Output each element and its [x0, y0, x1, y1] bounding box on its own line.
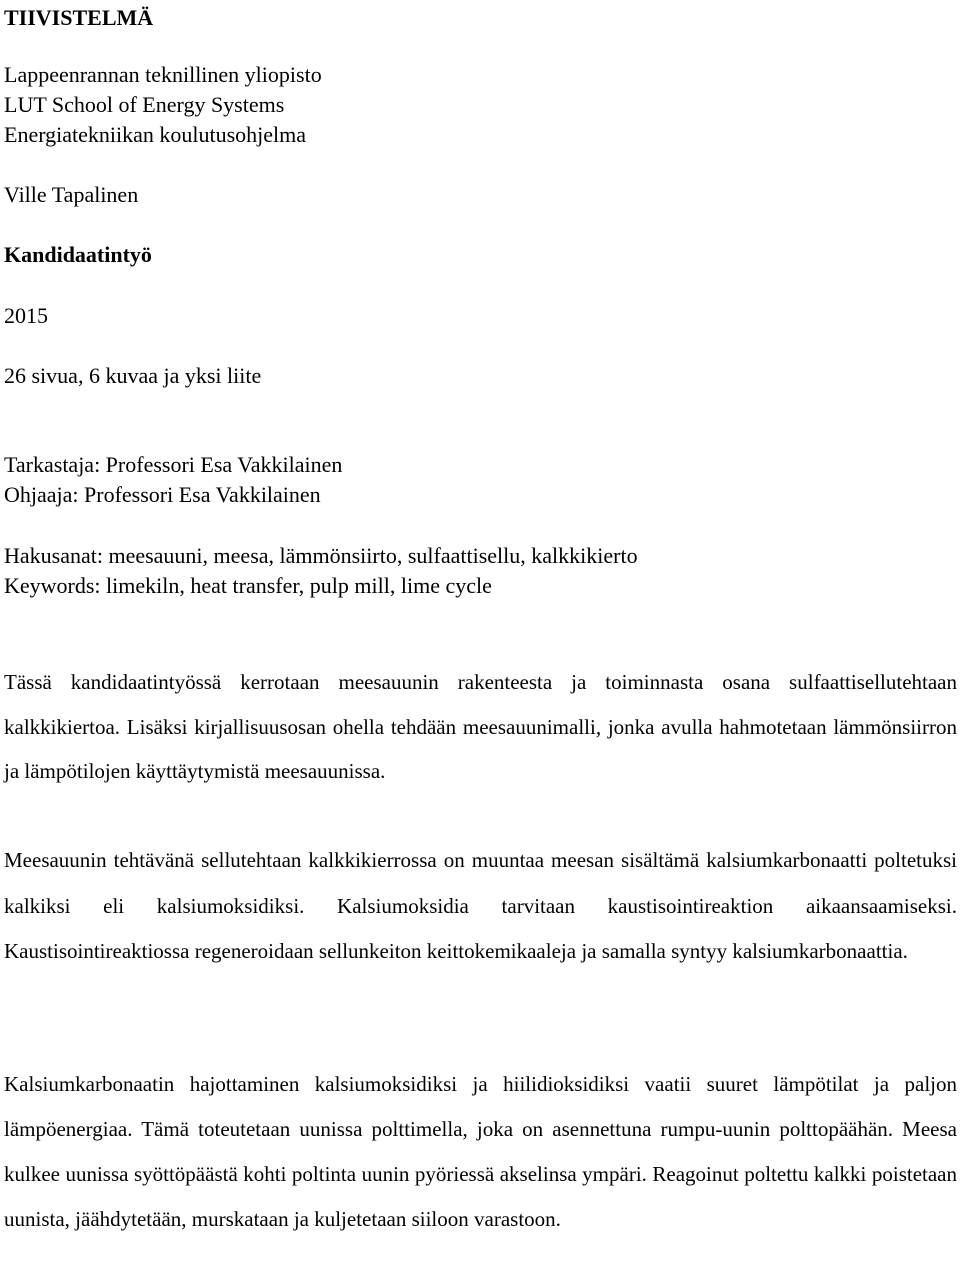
author-name: Ville Tapalinen [4, 182, 139, 207]
page-title: TIIVISTELMÄ [4, 5, 154, 30]
thesis-year: 2015 [4, 303, 48, 328]
examiner-line: Tarkastaja: Professori Esa Vakkilainen [4, 452, 343, 477]
programme-name: Energiatekniikan koulutusohjelma [4, 122, 307, 147]
university-name: Lappeenrannan teknillinen yliopisto [4, 62, 322, 87]
supervisor-line: Ohjaaja: Professori Esa Vakkilainen [4, 482, 321, 507]
keywords-english: Keywords: limekiln, heat transfer, pulp mill, lime cycle [4, 573, 492, 598]
pages-info: 26 sivua, 6 kuvaa ja yksi liite [4, 363, 262, 388]
abstract-paragraph-2: Meesauunin tehtävänä sellutehtaan kalkkikierrossa on muuntaa meesan sisältämä kalsiumkarbonaatti poltetuksi kalkiksi eli kalsiumoksidiksi. Kalsiumoksidia tarvitaan kaustisointireaktion aikaansaamiseksi. Kaustisointireaktiossa regeneroidaan sellunkeiton keittokemikaaleja ja samalla syntyy kalsiumkarbonaattia. [4, 848, 957, 963]
keywords-finnish: Hakusanat: meesauuni, meesa, lämmönsiirto, sulfaattisellu, kalkkikierto [4, 543, 638, 568]
abstract-paragraph-3: Kalsiumkarbonaatin hajottaminen kalsiumoksidiksi ja hiilidioksidiksi vaatii suuret lämpötilat ja paljon lämpöenergiaa. Tämä toteutetaan uunissa polttimella, joka on asennettuna rumpu-uunin polttopäähän. Meesa kulkee uunissa syöttöpäästä kohti poltinta uunin pyöriessä akselinsa ympäri. Reagoinut poltettu kalkki poistetaan uunista, jäähdytetään, murskataan ja kuljetetaan siiloon varastoon. [4, 1072, 957, 1231]
thesis-type: Kandidaatintyö [4, 242, 152, 267]
abstract-paragraph-1: Tässä kandidaatintyössä kerrotaan meesauunin rakenteesta ja toiminnasta osana sulfaattisellutehtaan kalkkikiertoa. Lisäksi kirjallisuusosan ohella tehdään meesauunimalli, jonka avulla hahmotetaan lämmönsiirron ja lämpötilojen käyttäytymistä meesauunissa. [4, 670, 957, 783]
school-name: LUT School of Energy Systems [4, 92, 285, 117]
